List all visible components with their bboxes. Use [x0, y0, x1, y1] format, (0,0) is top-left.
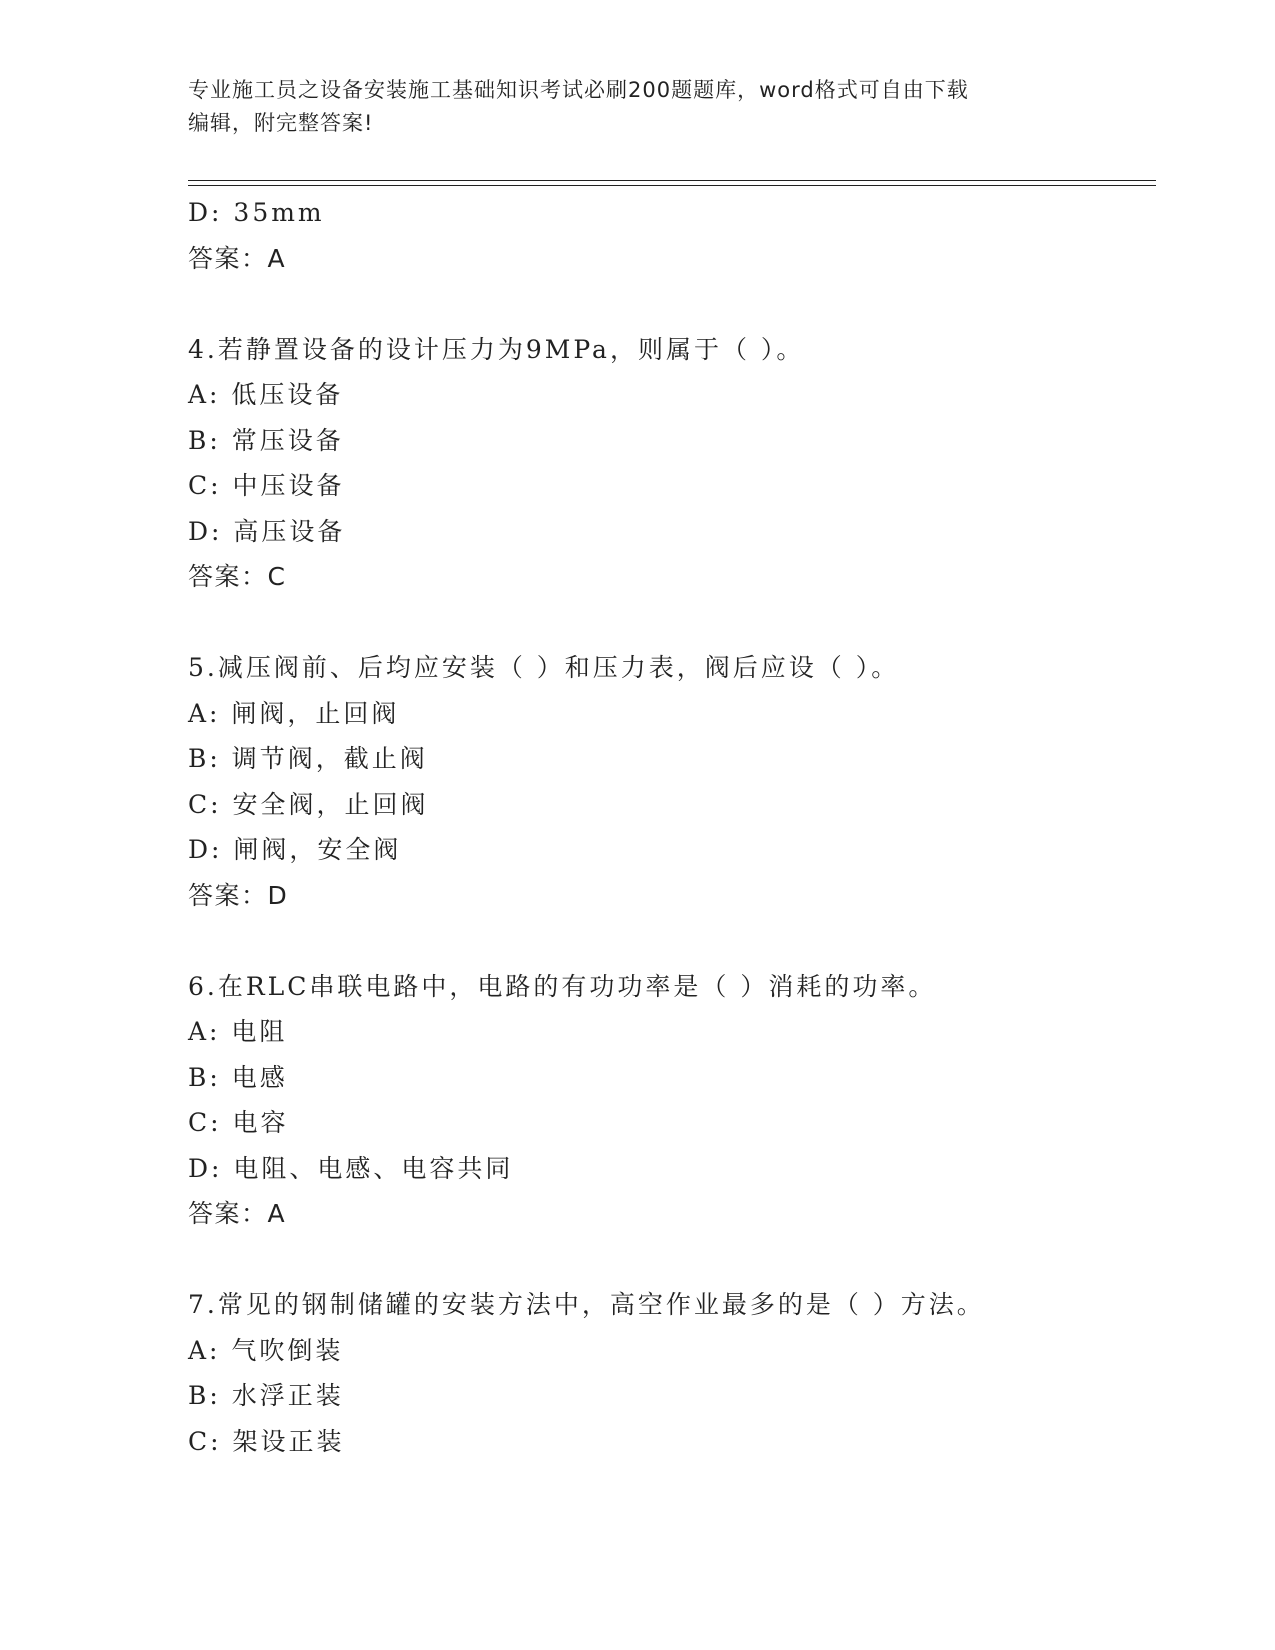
question-6-answer: 答案：A — [188, 1199, 287, 1228]
question-7-option-b: B: 水浮正装 — [188, 1381, 344, 1410]
question-6-stem: 6.在RLC串联电路中，电路的有功功率是（ ）消耗的功率。 — [188, 971, 937, 1001]
question-5-option-d: D: 闸阀，安全阀 — [188, 835, 402, 864]
header-line-1: 专业施工员之设备安装施工基础知识考试必刷200题题库，word格式可自由下载 — [188, 78, 969, 102]
question-4-option-b: B: 常压设备 — [188, 425, 344, 455]
document-header — [188, 74, 1088, 140]
question-7-option-a: A: 气吹倒装 — [188, 1335, 344, 1365]
spacer — [188, 1237, 1156, 1283]
question-5-stem: 5.减压阀前、后均应安装（ ）和压力表，阀后应设（ ）。 — [188, 653, 900, 682]
question-5-option-c: C: 安全阀，止回阀 — [188, 789, 429, 819]
spacer — [188, 281, 1156, 327]
header-divider-bottom — [188, 185, 1156, 186]
question-5-option-a: A: 闸阀，止回阀 — [188, 698, 400, 728]
header-divider-top — [188, 180, 1156, 181]
question-3-option-d: D: 35mm — [188, 198, 325, 227]
question-list — [188, 190, 1156, 1464]
question-7-stem: 7.常见的钢制储罐的安装方法中，高空作业最多的是（ ）方法。 — [188, 1290, 985, 1319]
question-4-option-a: A: 低压设备 — [188, 380, 344, 409]
question-6-option-c: C: 电容 — [188, 1108, 289, 1137]
question-4-option-c: C: 中压设备 — [188, 471, 345, 500]
question-7-option-c: C: 架设正装 — [188, 1426, 345, 1456]
question-3-answer: 答案：A — [188, 243, 287, 273]
question-6-option-b: B: 电感 — [188, 1062, 288, 1092]
spacer — [188, 918, 1156, 964]
question-6-option-a: A: 电阻 — [188, 1017, 288, 1046]
question-4-stem: 4.若静置设备的设计压力为9MPa，则属于（ ）。 — [188, 334, 805, 364]
question-6-option-d: D: 电阻、电感、电容共同 — [188, 1153, 514, 1183]
question-5-answer: 答案：D — [188, 880, 289, 910]
question-5-option-b: B: 调节阀，截止阀 — [188, 744, 428, 773]
question-4-option-d: D: 高压设备 — [188, 516, 346, 546]
question-4-answer: 答案：C — [188, 562, 287, 591]
header-line-2: 编辑，附完整答案! — [188, 111, 374, 135]
spacer — [188, 600, 1156, 646]
